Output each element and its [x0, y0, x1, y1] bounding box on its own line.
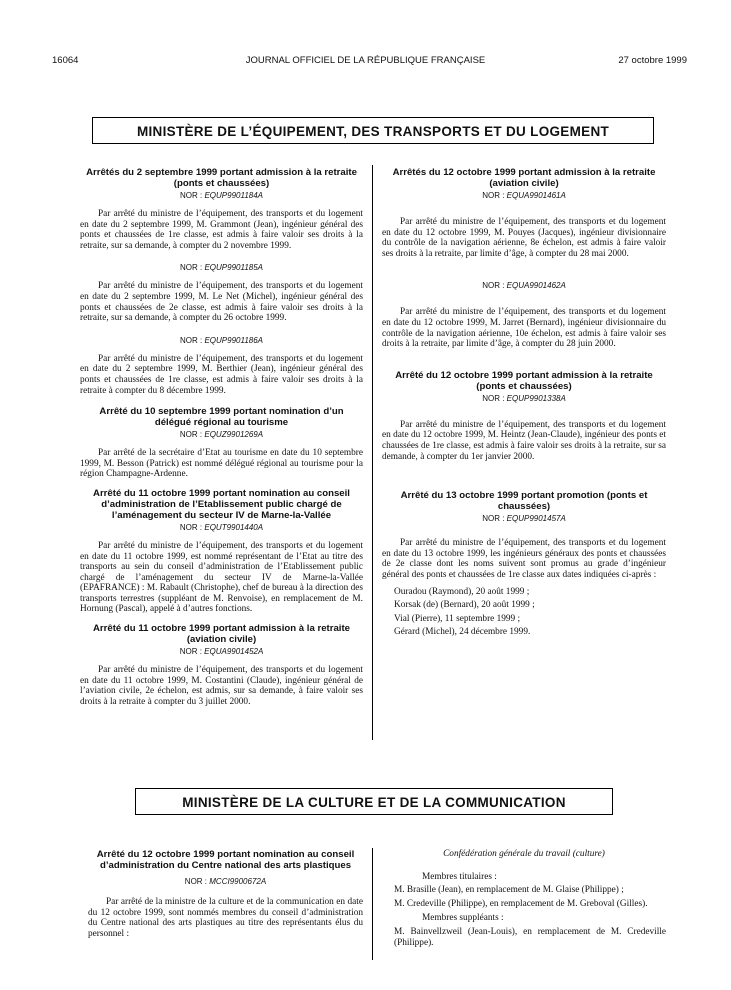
nor-reference: NOR : EQUZ9901269A	[179, 430, 264, 440]
list-item: Korsak (de) (Bernard), 20 août 1999 ;	[394, 600, 535, 611]
right-column	[382, 167, 666, 641]
issue-date: 27 octobre 1999	[618, 55, 687, 66]
decree-paragraph: Par arrêté du ministre de l’équipement, des transports et du logement en date du 12 octobre 1999, M. Jarret (Bernard), ingénieur divisionnaire du contrôle de la navigation aérienne, 10e échelon, est admis à faire valoir ses droits à la retraite, par limite d’âge, à compter du 28 juin 2000.	[382, 307, 666, 350]
list-item: M. Credeville (Philippe), en remplacement de M. Greboval (Gilles).	[394, 898, 648, 909]
ministry-heading-culture: MINISTÈRE DE LA CULTURE ET DE LA COMMUNICATION	[135, 788, 613, 815]
decree-paragraph: Par arrêté du ministre de l’équipement, des transports et du logement en date du 12 octobre 1999, M. Heintz (Jean-Claude), ingénieur des ponts et chaussées de 1re classe, est admis à faire valoir ses droits à la retraite, sur sa demande, à compter du 1er janvier 2000.	[382, 419, 666, 462]
section-title: Arrêtés du 2 septembre 1999 portant admission à la retraite (ponts et chaussées)	[86, 167, 357, 189]
members-label: Membres suppléants :	[422, 913, 504, 924]
members-label: Membres titulaires :	[422, 871, 497, 882]
bottom-right-column	[382, 849, 666, 951]
nor-reference: NOR : MCCI9900672A	[184, 877, 267, 886]
nor-reference: NOR : EQUA9901462A	[482, 281, 566, 291]
journal-title: JOURNAL OFFICIEL DE LA RÉPUBLIQUE FRANÇAISE	[245, 55, 486, 66]
nor-reference: NOR : EQUT9901440A	[179, 522, 264, 532]
nor-reference: NOR : EQUP9901185A	[179, 263, 264, 273]
nor-reference: NOR : EQUP9901457A	[482, 514, 566, 524]
decree-paragraph: Par arrêté du ministre de l’équipement, des transports et du logement en date du 11 octobre 1999, M. Costantini (Claude), ingénieur général de l’aviation civile, 2e échelon, est admis, sur sa demande, à faire valoir ses droits à la retraite à compter du 3 juillet 2000.	[80, 665, 363, 707]
nor-reference: NOR : EQUP9901184A	[179, 191, 264, 200]
nor-reference: NOR : EQUA9901452A	[179, 647, 264, 657]
decree-paragraph: Par arrêté du ministre de l’équipement, des transports et du logement en date du 2 septembre 1999, M. Le Net (Michel), ingénieur général des ponts et chaussées de 2e classe, est admis à faire valoir ses droits à la retraite, sur sa demande, à compter du 26 octobre 1999.	[80, 281, 363, 324]
organization-name: Confédération générale du travail (culture)	[443, 849, 605, 859]
decree-paragraph: Par arrêté du ministre de l’équipement, des transports et du logement en date du 2 septembre 1999, M. Berthier (Jean), ingénieur général des ponts et chaussées de 1re classe, est admis à faire valoir ses droits à la retraite à compter du 8 décembre 1999.	[80, 353, 363, 396]
list-item: M. Brasille (Jean), en remplacement de M. Glaise (Philippe) ;	[394, 885, 624, 896]
nor-reference: NOR : EQUP9901186A	[179, 335, 264, 345]
decree-paragraph: Par arrêté de la secrétaire d’Etat au tourisme en date du 10 septembre 1999, M. Besson (Patrick) est nommé délégué régional au tourisme pour la région Champagne-Ardenne.	[80, 448, 363, 480]
section-title: Arrêtés du 12 octobre 1999 portant admission à la retraite (aviation civile)	[392, 167, 656, 189]
decree-paragraph: Par arrêté du ministre de l’équipement, des transports et du logement en date du 2 septembre 1999, M. Grammont (Jean), ingénieur général des ponts et chaussées de 1re classe, est admis à faire valoir ses droits à la retraite, sur sa demande, à compter du 2 novembre 1999.	[80, 209, 363, 251]
decree-paragraph: Par arrêté du ministre de l’équipement, des transports et du logement en date du 13 octobre 1999, les ingénieurs généraux des ponts et chaussées de 2e classe dont les noms suivent sont promus au grade d’ingénieur général des ponts et chaussées de 1re classe aux dates indiquées ci-après :	[382, 538, 666, 580]
section-title: Arrêté du 12 octobre 1999 portant nomination au conseil d’administration du Centre national des arts plastiques	[96, 849, 355, 871]
left-column	[80, 167, 363, 713]
column-divider	[372, 165, 373, 740]
ministry-heading-equipement: MINISTÈRE DE L’ÉQUIPEMENT, DES TRANSPORTS ET DU LOGEMENT	[92, 117, 654, 144]
list-item: Vial (Pierre), 11 septembre 1999 ;	[394, 613, 521, 624]
section-title: Arrêté du 10 septembre 1999 portant nomination d’un délégué régional au tourisme	[99, 406, 344, 429]
column-divider	[372, 848, 373, 960]
section-title: Arrêté du 11 octobre 1999 portant admission à la retraite (aviation civile)	[93, 623, 350, 646]
section-title: Arrêté du 11 octobre 1999 portant nomination au conseil d’administration de l’Etablissement public chargé de l’aménagement du secteur IV de Marne-la-Vallée	[93, 487, 350, 521]
decree-paragraph: Par arrêté de la ministre de la culture et de la communication en date du 12 octobre 1999, sont nommés membres du conseil d’administration du Centre national des arts plastiques au titre des représentants élus du personnel :	[88, 897, 363, 939]
page-number: 16064	[52, 55, 79, 66]
decree-paragraph: Par arrêté du ministre de l’équipement, des transports et du logement en date du 11 octobre 1999, est nommé représentant de l’Etat au titre des transports au sein du conseil d’administration de l’Etablissement public chargé de l’aménagement du secteur IV de Marne-la-Vallée (EPAFRANCE) : M. Rabault (Christophe), chef de bureau à la direction des transports terrestres (suppléant de M. Renvoise), en remplacement de M. Hornung (Pascal), appelé à d’autres fonctions.	[80, 540, 363, 615]
bottom-left-column	[88, 849, 363, 945]
decree-paragraph: Par arrêté du ministre de l’équipement, des transports et du logement en date du 12 octobre 1999, M. Pouyes (Jacques), ingénieur divisionnaire du contrôle de la navigation aérienne, 8e échelon, est admis à faire valoir ses droits à la retraite, par limite d’âge, à compter du 28 mai 2000.	[382, 217, 666, 259]
section-title: Arrêté du 13 octobre 1999 portant promotion (ponts et chaussées)	[400, 490, 648, 513]
nor-reference: NOR : EQUA9901461A	[482, 191, 566, 200]
section-title: Arrêté du 12 octobre 1999 portant admission à la retraite (ponts et chaussées)	[395, 369, 653, 392]
list-item: Gérard (Michel), 24 décembre 1999.	[394, 627, 531, 638]
nor-reference: NOR : EQUP9901338A	[482, 393, 566, 403]
list-item: M. Bainvellzweil (Jean-Louis), en remplacement de M. Credeville (Philippe).	[394, 926, 666, 948]
list-item: Ouradou (Raymond), 20 août 1999 ;	[394, 586, 530, 597]
